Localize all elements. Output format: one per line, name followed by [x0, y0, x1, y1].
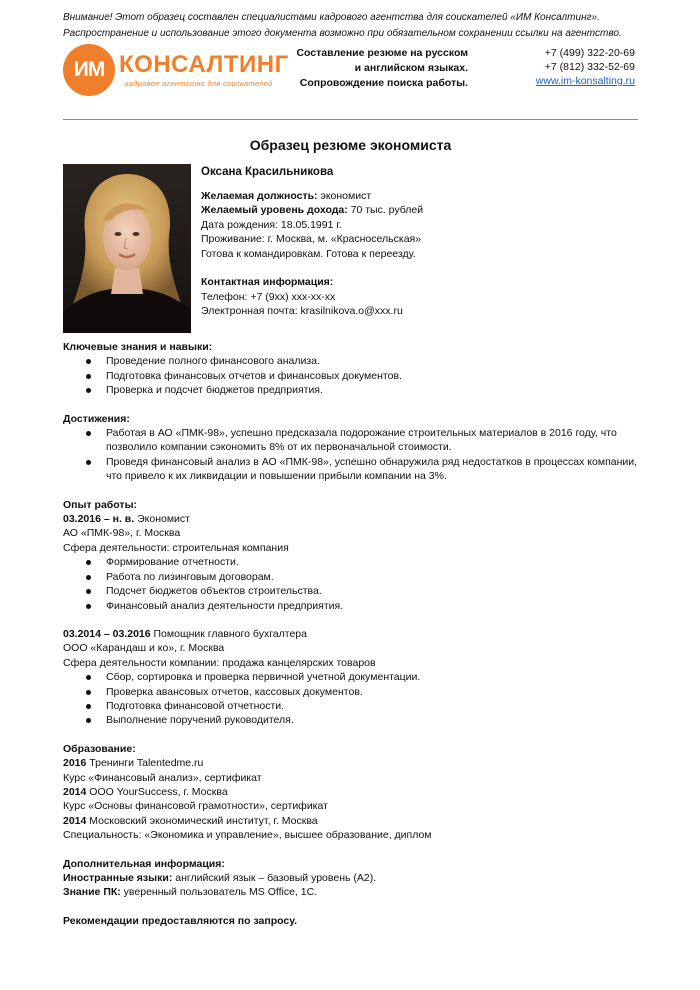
languages	[63, 871, 643, 885]
additional-title: Дополнительная информация:	[63, 857, 225, 870]
job-period: 03.2016 – н. в.	[63, 513, 135, 526]
job-duties-list	[63, 670, 643, 728]
desired-income-label: Желаемый уровень дохода:	[201, 204, 348, 216]
desired-position	[201, 189, 641, 204]
list-item: Выполнение поручений руководителя.	[106, 713, 643, 727]
agency-contacts	[480, 46, 635, 88]
desired-income-value: 70 тыс. рублей	[347, 204, 424, 216]
education-entry	[63, 814, 643, 828]
list-item: Проверка авансовых отчетов, кассовых документов.	[106, 685, 643, 699]
contact-info-title: Контактная информация:	[201, 276, 334, 288]
pc-skills-value: уверенный пользователь MS Office, 1С.	[120, 886, 318, 899]
logo-wordmark: КОНСАЛТИНГ	[119, 51, 289, 78]
education-detail: Курс «Основы финансовой грамотности», сертификат	[63, 800, 328, 813]
job-sphere: Сфера деятельности: строительная компания	[63, 541, 289, 554]
logo-mark: ИМ	[63, 44, 115, 96]
candidate-email: Электронная почта: krasilnikova.o@xxx.ru	[201, 305, 403, 317]
residence: Проживание: г. Москва, м. «Красносельская»	[201, 233, 422, 245]
education-year: 2016	[63, 757, 87, 770]
education-entry	[63, 785, 643, 799]
job-header	[63, 512, 643, 526]
document-title: Образец резюме экономиста	[249, 137, 452, 153]
job-duties-list	[63, 555, 643, 613]
education-year: 2014	[63, 785, 87, 798]
header-divider	[63, 119, 638, 120]
candidate-phone: Телефон: +7 (9хх) ххх-хх-хх	[201, 290, 336, 303]
education-title: Образование:	[63, 742, 136, 755]
agency-phone-spb: +7 (812) 332-52-69	[544, 61, 635, 73]
logo-tagline: кадровое агентство для соискателей	[125, 79, 273, 88]
list-item: Подготовка финансовой отчетности.	[106, 699, 643, 713]
agency-phone-moscow: +7 (499) 322-20-69	[544, 47, 635, 59]
achievements-title: Достижения:	[63, 412, 130, 425]
skills-list	[63, 354, 643, 397]
languages-value: английский язык – базовый уровень (А2).	[172, 872, 377, 884]
list-item: Подсчет бюджетов объектов строительства.	[106, 584, 643, 598]
education-place: ООО YourSuccess, г. Москва	[86, 785, 228, 798]
agency-website-link[interactable]: www.im-konsalting.ru	[535, 75, 635, 87]
desired-income	[201, 203, 641, 218]
achievements-list	[63, 426, 643, 484]
candidate-profile	[201, 165, 641, 319]
experience-title: Опыт работы:	[63, 498, 138, 511]
education-entry	[63, 756, 643, 770]
services-line-2: и английском языках.	[354, 62, 468, 74]
job-role: Помощник главного бухгалтера	[150, 627, 307, 640]
pc-skills-label: Знание ПК:	[63, 886, 121, 899]
education-detail: Специальность: «Экономика и управление», высшее образование, диплом	[63, 829, 432, 842]
education-place: Тренинги Talentedme.ru	[86, 757, 204, 770]
services-line-1: Составление резюме на русском	[296, 47, 468, 59]
agency-logo	[63, 44, 293, 98]
desired-position-value: экономист	[317, 189, 372, 202]
candidate-name: Оксана Красильникова	[201, 166, 334, 178]
recommendations-note: Рекомендации предоставляются по запросу.	[63, 914, 298, 927]
desired-position-label: Желаемая должность:	[201, 189, 318, 202]
education-year: 2014	[63, 814, 87, 827]
job-company: АО «ПМК-98», г. Москва	[63, 527, 181, 540]
birth-date: Дата рождения: 18.05.1991 г.	[201, 218, 342, 231]
skills-title: Ключевые знания и навыки:	[63, 341, 213, 353]
job-header	[63, 627, 643, 641]
list-item: Проведя финансовый анализ в АО «ПМК-98», успешно обнаружила ряд недостатков в процессах компании, что привело к их ликвидации и повышении прибыли компании на 3%.	[106, 455, 643, 484]
resume-body	[63, 340, 643, 928]
travel-readiness: Готова к командировкам. Готова к переезду.	[201, 247, 416, 260]
list-item: Сбор, сортировка и проверка первичной учетной документации.	[106, 670, 643, 684]
agency-services	[295, 46, 468, 91]
job-role: Экономист	[134, 513, 190, 526]
notice-line-1: Внимание! Этот образец составлен специалистами кадрового агентства для соискателей «ИМ Консалтинг».	[63, 12, 600, 23]
languages-label: Иностранные языки:	[63, 872, 173, 884]
list-item: Подготовка финансовых отчетов и финансовых документов.	[106, 369, 643, 383]
list-item: Формирование отчетности.	[106, 555, 643, 569]
portrait-image	[63, 164, 191, 333]
list-item: Проведение полного финансового анализа.	[106, 354, 643, 368]
education-detail: Курс «Финансовый анализ», сертификат	[63, 771, 262, 784]
list-item: Работа по лизинговым договорам.	[106, 570, 643, 584]
list-item: Проверка и подсчет бюджетов предприятия.	[106, 383, 643, 397]
copyright-notice	[63, 10, 663, 42]
list-item: Работая в АО «ПМК-98», успешно предсказала подорожание строительных материалов в 2016 году, что позволило компании сэкономить 8% от их первоначальной стоимости.	[106, 426, 643, 455]
notice-line-2: Распространение и использование этого документа возможно при обязательном сохранении ссылки на агентство.	[63, 28, 622, 39]
job-sphere: Сфера деятельности компании: продажа канцелярских товаров	[63, 656, 376, 669]
candidate-photo	[63, 164, 191, 333]
job-period: 03.2014 – 03.2016	[63, 627, 151, 640]
job-company: ООО «Карандаш и ко», г. Москва	[63, 642, 225, 655]
services-line-3: Сопровождение поиска работы.	[299, 77, 468, 89]
pc-skills	[63, 885, 643, 899]
list-item: Финансовый анализ деятельности предприятия.	[106, 599, 643, 613]
education-place: Московский экономический институт, г. Москва	[86, 814, 318, 827]
